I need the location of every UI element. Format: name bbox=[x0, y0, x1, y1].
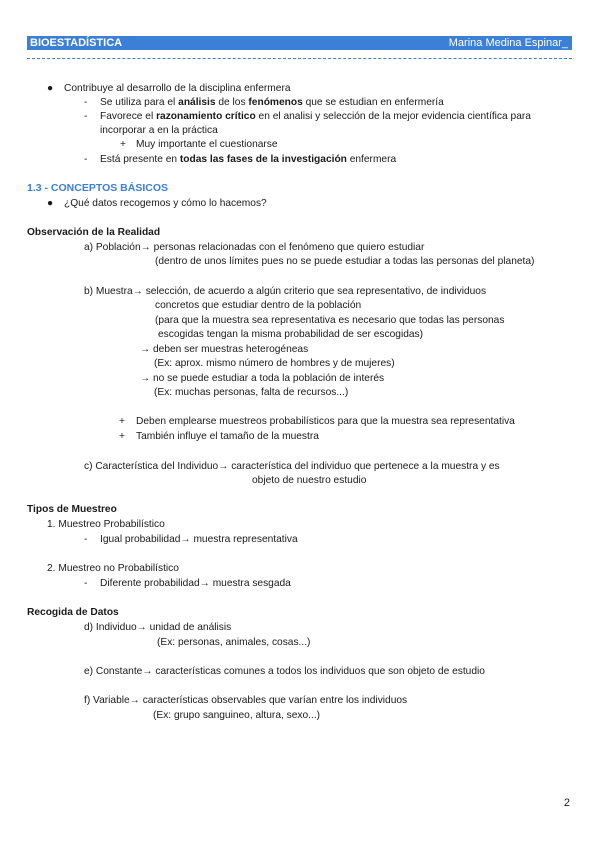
intro-line-3b: incorporar a en la práctica bbox=[100, 125, 218, 136]
recogida-e-line1: e) Constante→ características comunes a todos los individuos que son objeto de estudio bbox=[84, 666, 485, 677]
header-title: BIOESTADÍSTICA bbox=[30, 37, 123, 49]
intro-line-4: Muy importante el cuestionarse bbox=[136, 139, 278, 150]
section-question: ¿Qué datos recogemos y cómo lo hacemos? bbox=[64, 198, 267, 209]
recogida-heading: Recogida de Datos bbox=[27, 607, 119, 618]
page-number: 2 bbox=[563, 797, 570, 809]
obs-b-line4: escogidas tengan la misma probabilidad de ser escogidas) bbox=[158, 329, 424, 340]
intro-line-1: Contribuye al desarrollo de la disciplina enfermera bbox=[64, 83, 291, 94]
bullet-icon: ● bbox=[47, 83, 54, 94]
dash-icon: - bbox=[84, 111, 88, 122]
bullet-icon: ● bbox=[47, 198, 54, 209]
obs-c-line2: objeto de nuestro estudio bbox=[252, 475, 367, 486]
recogida-d-line2: (Ex: personas, animales, cosas...) bbox=[157, 637, 311, 648]
tipos-item-2: 2. Muestreo no Probabilístico bbox=[47, 563, 179, 574]
recogida-f-line2: (Ex: grupo sanguineo, altura, sexo...) bbox=[153, 710, 321, 721]
tipos-item-2-sub: Diferente probabilidad→ muestra sesgada bbox=[100, 578, 291, 589]
dash-icon: - bbox=[84, 578, 88, 589]
recogida-d-line1: d) Individuo→ unidad de análisis bbox=[84, 622, 232, 633]
obs-b-line1: b) Muestra→ selección, de acuerdo a algún criterio que sea representativo, de individuos bbox=[84, 286, 487, 297]
obs-plus-1: Deben emplearse muestreos probabilísticos para que la muestra sea representativa bbox=[136, 416, 515, 427]
plus-icon: + bbox=[120, 139, 126, 150]
intro-line-5: Está presente en todas las fases de la investigación enfermera bbox=[100, 154, 397, 165]
intro-line-2: Se utiliza para el análisis de los fenómenos que se estudian en enfermería bbox=[100, 97, 444, 108]
intro-line-3: Favorece el razonamiento crítico en el analisi y selección de la mejor evidencia científica para bbox=[100, 111, 531, 122]
obs-plus-2: También influye el tamaño de la muestra bbox=[136, 431, 319, 442]
tipos-item-1: 1. Muestreo Probabilístico bbox=[47, 519, 165, 530]
dash-icon: - bbox=[84, 154, 88, 165]
dash-icon: - bbox=[84, 534, 88, 545]
obs-b-line7: → no se puede estudiar a toda la población de interés bbox=[140, 373, 385, 384]
tipos-item-1-sub: Igual probabilidad→ muestra representativa bbox=[100, 534, 298, 545]
header-author: Marina Medina Espinar_ bbox=[448, 37, 568, 49]
obs-heading: Observación de la Realidad bbox=[27, 227, 161, 238]
page-header bbox=[27, 36, 572, 50]
plus-icon: + bbox=[119, 431, 125, 442]
obs-a-line2: (dentro de unos límites pues no se puede estudiar a todas las personas del planeta) bbox=[155, 256, 535, 267]
header-divider bbox=[27, 58, 572, 59]
section-title: 1.3 - CONCEPTOS BÁSICOS bbox=[27, 182, 169, 194]
tipos-heading: Tipos de Muestreo bbox=[27, 504, 117, 515]
obs-b-line3: (para que la muestra sea representativa es necesario que todas las personas bbox=[155, 315, 505, 326]
obs-b-line8: (Ex: muchas personas, falta de recursos...) bbox=[154, 387, 349, 398]
obs-b-line2: concretos que estudiar dentro de la población bbox=[155, 300, 362, 311]
recogida-f-line1: f) Variable→ características observables que varían entre los individuos bbox=[84, 695, 408, 706]
plus-icon: + bbox=[119, 416, 125, 427]
dash-icon: - bbox=[84, 97, 88, 108]
obs-b-line6: (Ex: aprox. mismo número de hombres y de mujeres) bbox=[154, 358, 395, 369]
obs-c-line1: c) Característica del Individuo→ característica del individuo que pertenece a la muestra y es bbox=[84, 461, 500, 472]
obs-b-line5: → deben ser muestras heterogéneas bbox=[140, 344, 309, 355]
obs-a-line1: a) Población→ personas relacionadas con el fenómeno que quiero estudiar bbox=[84, 242, 425, 253]
